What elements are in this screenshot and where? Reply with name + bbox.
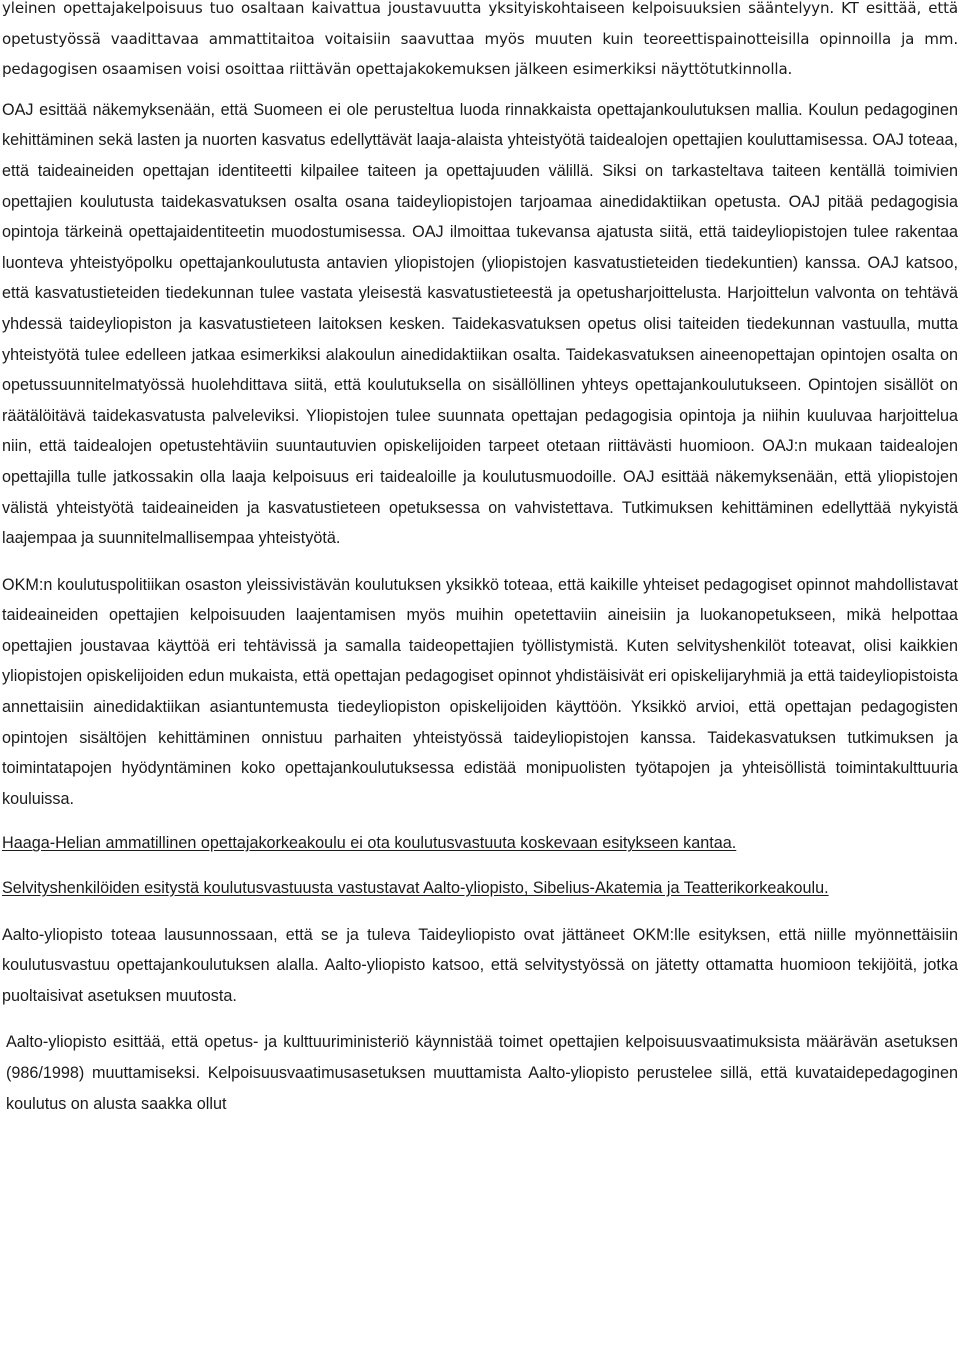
paragraph-aalto-proposal: Aalto-yliopisto esittää, että opetus- ja kulttuuriministeriö käynnistää toimet opettajien kelpoisuusvaatimuksista määrävän asetuksen (986/1998) muuttamiseksi. Kelpoisuusvaatimusasetuksen muuttamista Aalto-yliopisto perustelee sillä, että kuvataidepedagoginen koulutus on alusta saakka ollut [6, 1033, 958, 1113]
heading-haaga-helia: Haaga-Helian ammatillinen opettajakorkeakoulu ei ota koulutusvastuuta koskevaan esitykseen kantaa. [2, 834, 737, 853]
paragraph-kt-statement: yleinen opettajakelpoisuus tuo osaltaan kaivattua joustavuutta yksityiskohtaiseen kelpoisuuksien sääntelyyn. KT esittää, että opetustyössä vaadittavaa ammattitaitoa voitaisiin saavuttaa myös muuten kuin teoreettispainotteisilla opinnoilla ja mm. pedagogisen osaamisen voisi osoittaa riittävän opettajakokemuksen jälkeen esimerkiksi näyttötutkinnolla. [2, 0, 958, 79]
heading-opposition: Selvityshenkilöiden esitystä koulutusvastuusta vastustavat Aalto-yliopisto, Sibelius-Akatemia ja Teatterikorkeakoulu. [2, 879, 829, 898]
paragraph-okm-statement: OKM:n koulutuspolitiikan osaston yleissivistävän koulutuksen yksikkö toteaa, että kaikille yhteiset pedagogiset opinnot mahdollistavat taideaineiden opettajien kelpoisuuden laajentamisen myös muihin opetettaviin aineisiin ja luokanopetukseen, mikä helpottaa opettajien joustavaa käyttöä eri tehtävissä ja samalla taideopettajien työllistymistä. Kuten selvityshenkilöt toteavat, olisi kaikkien yliopistojen opiskelijoiden edun mukaista, että opettajan pedagogiset opinnot yhdistäisivät eri opiskelijaryhmiä ja että taideyliopistoista annettaisiin ainedidaktiikan asiantuntemusta tiedeyliopiston opiskelijoiden käyttöön. Yksikkö arvioi, että opettajan pedagogisten opintojen sisältöjen kehittäminen onnistuu parhaiten yhteistyössä taideyliopistojen kanssa. Taidekasvatuksen tutkimuksen ja toimintatapojen hyödyntäminen koko opettajankoulutuksessa edistää monipuolisten työtapojen ja yhteisöllistä toimintakulttuuria kouluissa. [2, 575, 958, 808]
paragraph-aalto-statement: Aalto-yliopisto toteaa lausunnossaan, että se ja tuleva Taideyliopisto ovat jättäneet OKM:lle esityksen, että niille myönnettäisiin koulutusvastuu opettajankoulutuksen alalla. Aalto-yliopisto katsoo, että selvitystyössä on jätetty ottamatta huomioon tekijöitä, jotka puoltaisivat asetuksen muutosta. [2, 925, 958, 1005]
paragraph-oaj-statement: OAJ esittää näkemyksenään, että Suomeen ei ole perusteltua luoda rinnakkaista opettajankoulutuksen mallia. Koulun pedagoginen kehittäminen sekä lasten ja nuorten kasvatus edellyttävät laaja-alaista yhteistyötä taidealojen opettajien kouluttamisessa. OAJ toteaa, että taideaineiden opettajan identiteetti kilpailee taiteen ja opettajuuden välillä. Siksi on tarkasteltava taiteen kentällä toimivien opettajien koulutusta taidekasvatuksen osalta osana taideyliopistojen tarjoamaa ainedidaktiikan opetusta. OAJ pitää pedagogisia opintoja tärkeinä opettajaidentiteetin muodostumisessa. OAJ ilmoittaa tukevansa ajatusta siitä, että taideyliopistojen tulee rakentaa luonteva yhteistyöpolku opettajankoulutusta antavien yliopistojen (yliopistojen kasvatustieteiden tiedekuntien) kanssa. OAJ katsoo, että kasvatustieteiden tiedekunnan tulee vastata yleisestä kasvatustieteestä ja opetusharjoittelusta. Harjoittelun valvonta on tehtävä yhdessä taideyliopiston ja kasvatustieteen laitoksen kesken. Taidekasvatuksen opetus olisi taiteiden tiedekunnan vastuulla, mutta yhteistyötä tulee edelleen jatkaa esimerkiksi alakoulun ainedidaktiikan osalta. Taidekasvatuksen aineenopettajan opintojen osalta on opetussuunnitelmatyössä huolehdittava siitä, että koulutuksella on sisällöllinen yhteys opettajankoulutukseen. Opintojen sisällöt on räätälöitävä taidekasvatusta palveleviksi. Yliopistojen tulee suunnata opettajan pedagogisia opintoja ja niihin kuuluvaa harjoittelua niin, että taidealojen opetustehtäviin suuntautuvien opiskelijoiden tarpeet otetaan riittävästi huomioon. OAJ:n mukaan taidealojen opettajilla tulle jatkossakin olla laaja kelpoisuus eri taidealoille ja koulutusmuodoille. OAJ esittää näkemyksenään, että yliopistojen välistä yhteistyötä taideaineiden ja kasvatustieteen opetuksessa on vahvistettava. Tutkimuksen kehittäminen edellyttää nykyistä laajempaa ja suunnitelmallisempaa yhteistyötä. [2, 100, 958, 548]
